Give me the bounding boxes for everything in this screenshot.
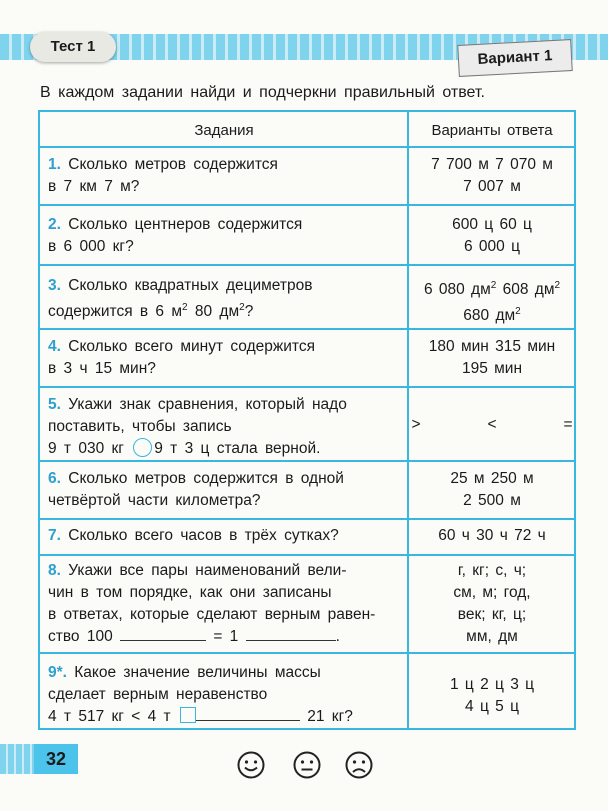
task-number: 1. [48,156,61,173]
table-row [40,146,574,204]
answer-line[interactable]: 25 м 250 м [450,470,534,487]
task-question [48,525,400,547]
sad-face-icon[interactable] [344,750,374,780]
task-number: 6. [48,470,61,487]
table-row [40,204,574,264]
answer-line[interactable]: 1 ц 2 ц 3 ц [449,676,535,693]
question-line: 4 т 517 кг < 4 т 21 кг? [48,708,353,725]
comparison-circle[interactable] [133,438,152,457]
table-header-row [40,112,574,146]
question-line: Укажи знак сравнения, который надо [68,396,347,413]
question-line: в 6 000 кг? [48,238,134,255]
neutral-face-icon[interactable] [292,750,322,780]
answer-options [410,560,574,648]
question-line: четвёртой части километра? [48,492,261,509]
question-line: поставить, чтобы запись [48,418,232,435]
answer-blank[interactable] [196,706,300,721]
task-number: 8. [48,562,61,579]
answers-column-header: Варианты ответа [431,122,553,139]
question-line: Сколько метров содержится [68,156,278,173]
question-line: в 3 ч 15 мин? [48,360,156,377]
task-number: 4. [48,338,61,355]
answer-line[interactable]: век; кг, ц; [457,606,527,623]
task-number: 7. [48,527,61,544]
answer-line[interactable]: 2 500 м [463,492,521,509]
task-number: 3. [48,277,61,294]
question-line: чин в том порядке, как они записаны [48,584,332,601]
page-number: 32 [34,744,78,774]
question-line: Сколько метров содержится в одной [68,470,344,487]
answer-line[interactable]: 60 ч 30 ч 72 ч [438,527,546,544]
question-line: ство 100 = 1 . [48,628,340,645]
table-row [40,652,574,728]
question-line: Сколько всего минут содержится [68,338,315,355]
task-number: 2. [48,216,61,233]
task-table [38,110,576,730]
smiling-face-icon[interactable] [236,750,266,780]
table-row [40,518,574,554]
test-label: Тест 1 [30,32,116,62]
answer-blank[interactable] [120,626,206,641]
task-question [48,560,400,648]
answer-line[interactable]: 195 мин [461,360,523,377]
question-line: Укажи все пары наименований вели- [68,562,347,579]
answer-options [410,214,574,258]
table-row [40,328,574,386]
answer-line[interactable]: 4 ц 5 ц [465,698,519,715]
task-question [48,468,400,512]
question-line: содержится в 6 $м^2$ 80 $дм^2$? [48,302,254,321]
question-line: Какое значение величины массы [74,664,321,681]
task-question [48,214,400,258]
question-line: сделает верным неравенство [48,686,268,703]
answer-blank[interactable] [246,626,336,641]
footer-decorative-band [0,744,34,774]
table-row [40,386,574,460]
answer-line[interactable]: 6 080 $дм^2$ 608 $дм^2$ [423,280,561,299]
answer-options [410,674,574,718]
question-line: 9 т 030 кг 9 т 3 ц стала верной. [48,440,321,457]
answer-line[interactable]: > < = [411,416,573,433]
answer-line[interactable]: см, м; год, [453,584,531,601]
instruction-text: В каждом задании найди и подчеркни правильный ответ. [40,84,485,101]
question-line: в 7 км 7 м? [48,178,140,195]
answer-box[interactable] [180,707,196,723]
answer-line[interactable]: 7 007 м [463,178,521,195]
task-question [48,394,400,460]
answer-line[interactable]: 180 мин 315 мин [428,338,556,355]
answer-line[interactable]: 7 700 м 7 070 м [431,156,553,173]
answer-line[interactable]: 600 ц 60 ц [452,216,532,233]
answer-options [410,336,574,380]
task-question [48,275,400,323]
table-row [40,264,574,328]
answer-line[interactable]: 6 000 ц [464,238,520,255]
answer-options [410,154,574,198]
task-question [48,662,400,728]
question-line: в ответах, которые сделают верным равен- [48,606,376,623]
task-question [48,336,400,380]
question-line: Сколько всего часов в трёх сутках? [68,527,339,544]
answer-line[interactable]: 680 $дм^2$ [463,306,521,325]
variant-label: Вариант 1 [457,39,573,77]
answer-line[interactable]: г, кг; с, ч; [457,562,527,579]
task-number: 9*. [48,664,67,681]
table-row [40,554,574,652]
question-line: Сколько квадратных дециметров [68,277,313,294]
tasks-column-header: Задания [194,122,254,139]
answer-options [410,275,574,327]
answer-line[interactable]: мм, дм [466,628,518,645]
task-number: 5. [48,396,61,413]
question-line: Сколько центнеров содержится [68,216,303,233]
answer-options [410,468,574,512]
task-question [48,154,400,198]
table-row [40,460,574,518]
